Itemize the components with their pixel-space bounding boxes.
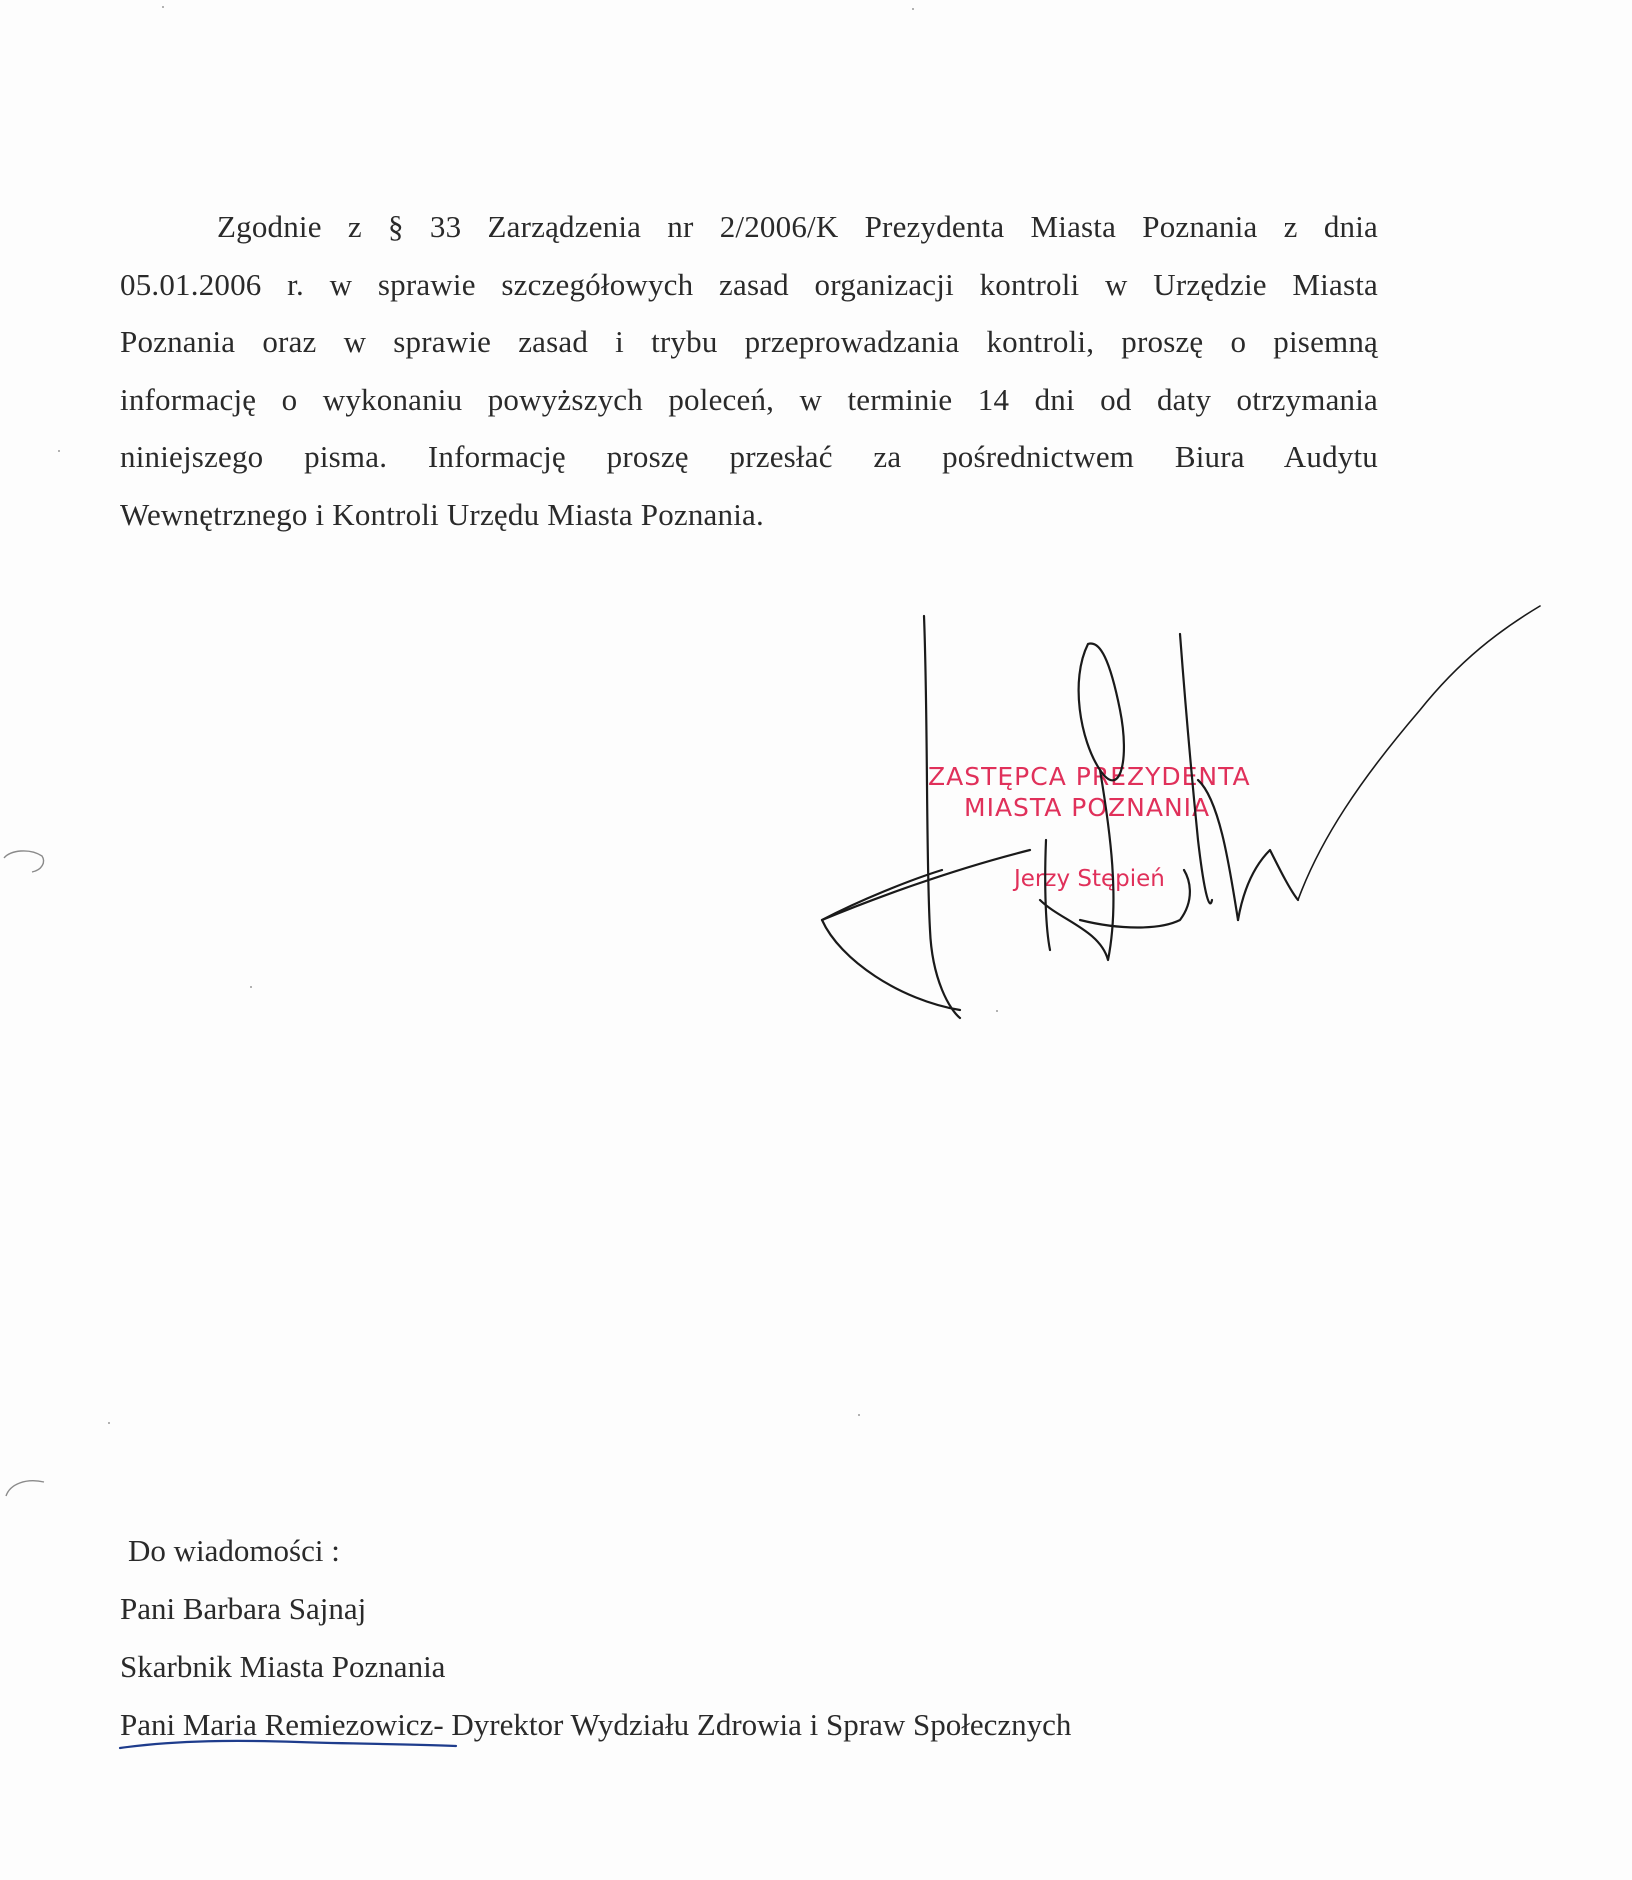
body-line-2: 05.01.2006 r. w sprawie szczegółowych zasad organizacji kontroli w Urzędzie Miasta xyxy=(120,266,1378,302)
stamp-city: MIASTA POZNANIA xyxy=(964,793,1211,822)
body-line-6: Wewnętrznego i Kontroli Urzędu Miasta Poznania. xyxy=(120,496,764,532)
scan-speck xyxy=(58,450,60,452)
scan-speck xyxy=(996,1010,998,1012)
scan-speck xyxy=(108,1422,110,1424)
scan-speck xyxy=(162,6,164,8)
distribution-list xyxy=(120,1522,1071,1754)
stamp-title: ZASTĘPCA PREZYDENTA xyxy=(928,762,1251,791)
body-line-1: Zgodnie z § 33 Zarządzenia nr 2/2006/K Prezydenta Miasta Poznania z dnia xyxy=(217,209,1378,244)
body-line-5: niniejszego pisma. Informację proszę przesłać za pośrednictwem Biura Audytu xyxy=(120,439,1378,475)
scan-speck xyxy=(912,8,914,10)
stamp-signatory-name: Jerzy Stępień xyxy=(1014,866,1165,892)
body-line-4: informację o wykonaniu powyższych poleceń, w terminie 14 dni od daty otrzymania xyxy=(120,381,1378,417)
letter-body xyxy=(120,198,1378,544)
cc-recipient-1-name: Pani Barbara Sajnaj xyxy=(120,1591,367,1626)
cc-heading: Do wiadomości : xyxy=(128,1533,340,1568)
body-line-3: Poznania oraz w sprawie zasad i trybu przeprowadzania kontroli, proszę o pisemną xyxy=(120,324,1378,360)
punch-hole-mark-bottom xyxy=(2,1474,48,1504)
scan-speck xyxy=(858,1414,860,1416)
punch-hole-mark-top xyxy=(2,846,48,876)
scan-speck xyxy=(250,986,252,988)
cc-recipient-2: Pani Maria Remiezowicz- Dyrektor Wydziału Zdrowia i Spraw Społecznych xyxy=(120,1707,1072,1742)
cc-recipient-1-role: Skarbnik Miasta Poznania xyxy=(120,1649,446,1684)
handwritten-underline xyxy=(118,1734,458,1754)
